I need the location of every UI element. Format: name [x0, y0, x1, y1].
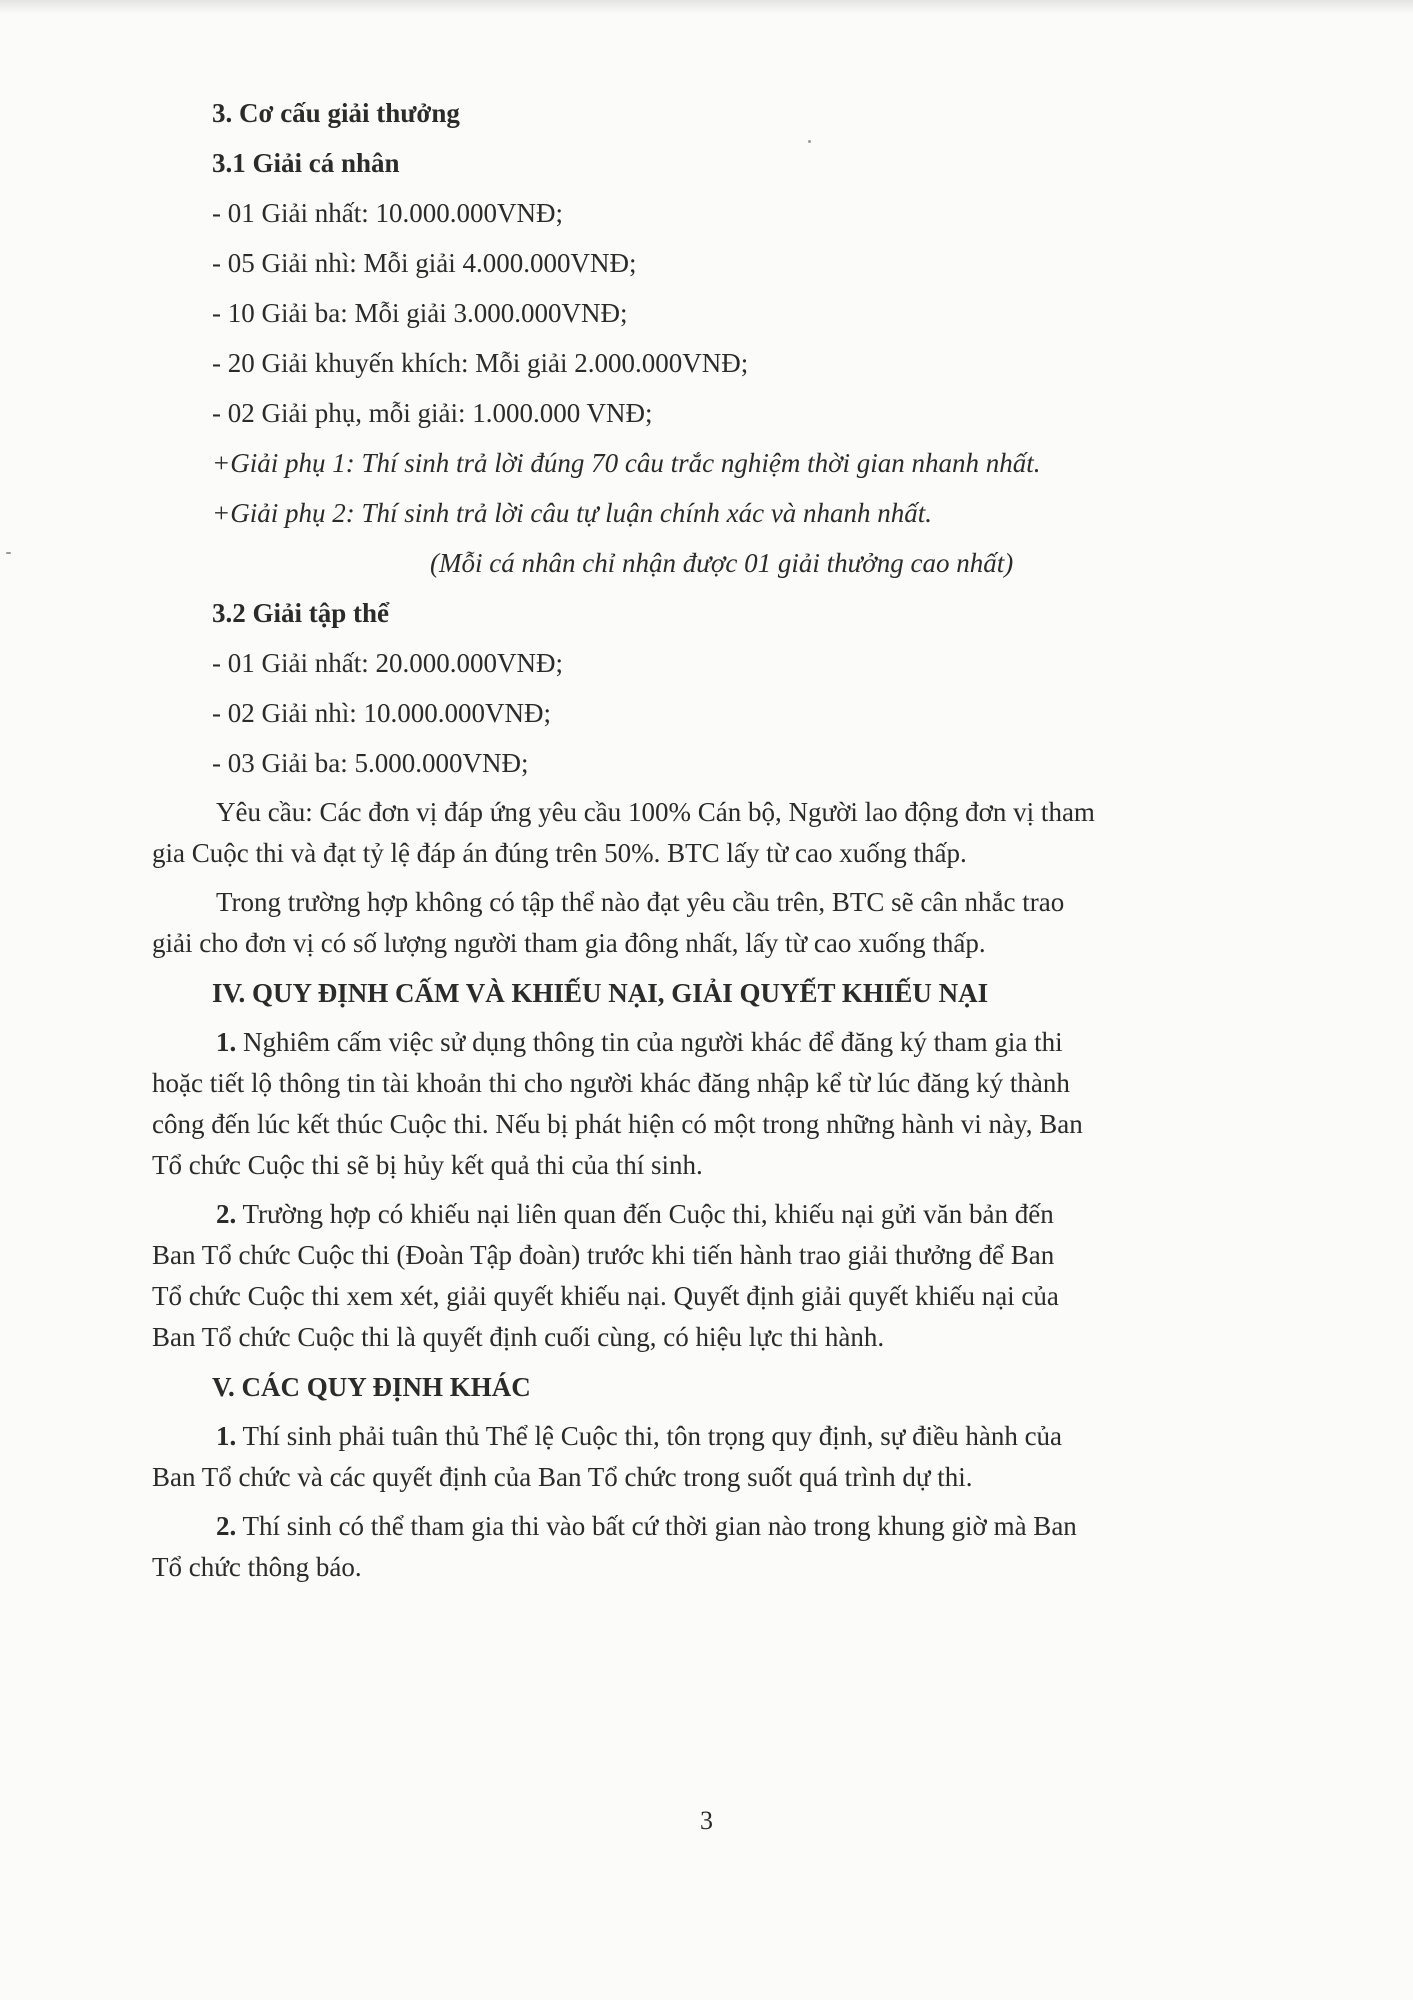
paragraph-number: 2. [216, 1511, 237, 1541]
section-3-title: 3. Cơ cấu giải thưởng [212, 98, 460, 128]
individual-prize-note: (Mỗi cá nhân chỉ nhận được 01 giải thưởng cao nhất) [430, 548, 1014, 578]
paragraph-line: Ban Tổ chức Cuộc thi là quyết định cuối cùng, có hiệu lực thi hành. [152, 1322, 885, 1352]
sub-prize-note: +Giải phụ 2: Thí sinh trả lời câu tự luận chính xác và nhanh nhất. [212, 498, 933, 528]
page-number: 3 [700, 1806, 713, 1835]
paragraph-number: 1. [216, 1421, 237, 1451]
alternative-paragraph [152, 882, 1252, 964]
section-4-paragraph-1 [152, 1022, 1252, 1186]
paragraph-line: Tổ chức thông báo. [152, 1552, 362, 1582]
requirement-line: gia Cuộc thi và đạt tỷ lệ đáp án đúng trên 50%. BTC lấy từ cao xuống thấp. [152, 838, 967, 868]
individual-prize-item: - 02 Giải phụ, mỗi giải: 1.000.000 VNĐ; [212, 398, 653, 428]
section-3-1-title: 3.1 Giải cá nhân [212, 148, 400, 178]
section-3-2-title: 3.2 Giải tập thể [212, 598, 390, 628]
section-5-title: V. CÁC QUY ĐỊNH KHÁC [212, 1372, 531, 1402]
paragraph-line: công đến lúc kết thúc Cuộc thi. Nếu bị phát hiện có một trong những hành vi này, Ban [152, 1109, 1083, 1139]
alternative-line: Trong trường hợp không có tập thể nào đạt yêu cầu trên, BTC sẽ cân nhắc trao [216, 887, 1065, 917]
paragraph-line: Tổ chức Cuộc thi sẽ bị hủy kết quả thi của thí sinh. [152, 1150, 703, 1180]
sub-prize-note: +Giải phụ 1: Thí sinh trả lời đúng 70 câu trắc nghiệm thời gian nhanh nhất. [212, 448, 1041, 478]
individual-prize-item: - 01 Giải nhất: 10.000.000VNĐ; [212, 198, 563, 228]
requirement-line: Yêu cầu: Các đơn vị đáp ứng yêu cầu 100% Cán bộ, Người lao động đơn vị tham [216, 797, 1095, 827]
paragraph-line: hoặc tiết lộ thông tin tài khoản thi cho người khác đăng nhập kể từ lúc đăng ký thành [152, 1068, 1070, 1098]
paragraph-line: Thí sinh có thể tham gia thi vào bất cứ thời gian nào trong khung giờ mà Ban [242, 1511, 1077, 1541]
paragraph-number: 1. [216, 1027, 237, 1057]
paragraph-line: Nghiêm cấm việc sử dụng thông tin của người khác để đăng ký tham gia thi [243, 1027, 1063, 1057]
section-4-paragraph-2 [152, 1194, 1252, 1358]
paragraph-line: Trường hợp có khiếu nại liên quan đến Cuộc thi, khiếu nại gửi văn bản đến [242, 1199, 1054, 1229]
paragraph-number: 2. [216, 1199, 237, 1229]
page-content [152, 92, 1252, 1588]
scan-speck [6, 552, 11, 554]
scan-edge-shadow [0, 0, 1413, 14]
collective-prize-item: - 01 Giải nhất: 20.000.000VNĐ; [212, 648, 563, 678]
paragraph-line: Ban Tổ chức Cuộc thi (Đoàn Tập đoàn) trước khi tiến hành trao giải thưởng để Ban [152, 1240, 1055, 1270]
individual-prize-item: - 10 Giải ba: Mỗi giải 3.000.000VNĐ; [212, 298, 628, 328]
requirement-paragraph [152, 792, 1252, 874]
individual-prize-item: - 20 Giải khuyến khích: Mỗi giải 2.000.000VNĐ; [212, 348, 749, 378]
collective-prize-item: - 03 Giải ba: 5.000.000VNĐ; [212, 748, 529, 778]
collective-prize-item: - 02 Giải nhì: 10.000.000VNĐ; [212, 698, 551, 728]
individual-prize-item: - 05 Giải nhì: Mỗi giải 4.000.000VNĐ; [212, 248, 637, 278]
paragraph-line: Ban Tổ chức và các quyết định của Ban Tổ chức trong suốt quá trình dự thi. [152, 1462, 973, 1492]
alternative-line: giải cho đơn vị có số lượng người tham gia đông nhất, lấy từ cao xuống thấp. [152, 928, 986, 958]
section-5-paragraph-2 [152, 1506, 1252, 1588]
paragraph-line: Tổ chức Cuộc thi xem xét, giải quyết khiếu nại. Quyết định giải quyết khiếu nại của [152, 1281, 1059, 1311]
paragraph-line: Thí sinh phải tuân thủ Thể lệ Cuộc thi, tôn trọng quy định, sự điều hành của [242, 1421, 1063, 1451]
section-4-title: IV. QUY ĐỊNH CẤM VÀ KHIẾU NẠI, GIẢI QUYẾT KHIẾU NẠI [212, 978, 989, 1008]
section-5-paragraph-1 [152, 1416, 1252, 1498]
